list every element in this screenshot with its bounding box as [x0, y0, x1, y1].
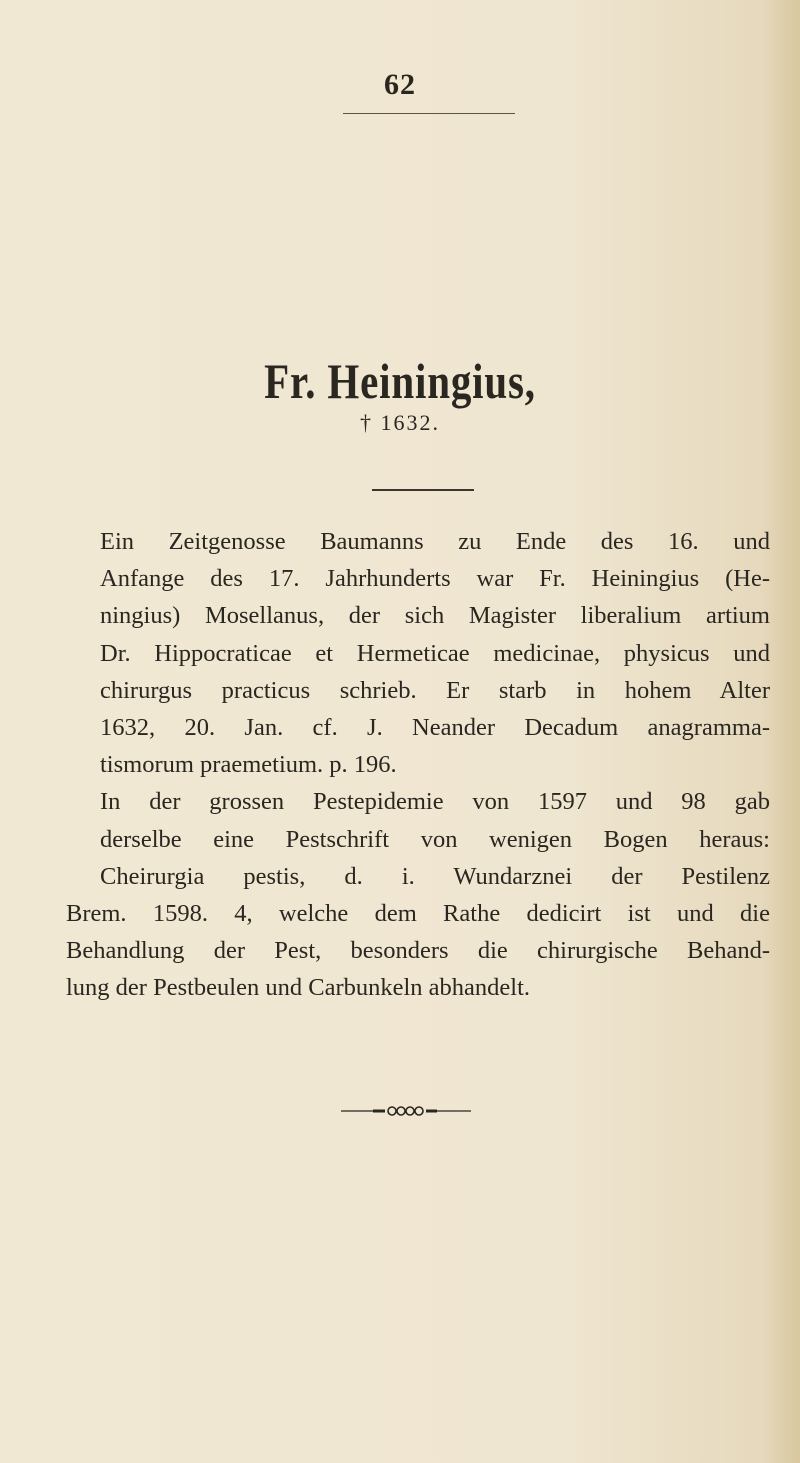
text-line: Cheirurgia pestis, d. i. Wundarznei der Pestilenz [100, 862, 770, 890]
paragraph-title [66, 858, 770, 1007]
paragraph-biography [66, 523, 770, 783]
text-line: 1632, 20. Jan. cf. J. Neander Decadum anagramma- [100, 714, 770, 742]
text-line: Dr. Hippocraticae et Hermeticae medicinae, physicus und [100, 639, 770, 667]
paragraph-pestschrift [66, 783, 770, 857]
section-heading: Fr. Heiningius, [264, 353, 536, 409]
text-line: Anfange des 17. Jahrhunderts war Fr. Heiningius (He- [100, 565, 770, 593]
heading-rule [372, 489, 474, 491]
body-text [66, 523, 770, 1007]
header-rule [343, 113, 515, 114]
text-line: In der grossen Pestepidemie von 1597 und 98 gab [100, 788, 770, 816]
text-line: Brem. 1598. 4, welche dem Rathe dedicirt ist und die [66, 900, 770, 928]
text-line: Behandlung der Pest, besonders die chirurgische Behand- [66, 937, 770, 965]
death-year: † 1632. [360, 410, 440, 435]
text-line: Ein Zeitgenosse Baumanns zu Ende des 16. und [100, 528, 770, 555]
text-line: ningius) Mosellanus, der sich Magister liberalium artium [100, 602, 770, 630]
text-line: tismorum praemetium. p. 196. [100, 751, 397, 779]
text-line: lung der Pestbeulen und Carbunkeln abhandelt. [66, 974, 531, 1002]
end-ornament-icon [341, 1102, 471, 1120]
page-number: 62 [384, 68, 416, 101]
text-line: derselbe eine Pestschrift von wenigen Bogen heraus: [100, 825, 770, 853]
text-line: chirurgus practicus schrieb. Er starb in hohem Alter [100, 676, 770, 704]
